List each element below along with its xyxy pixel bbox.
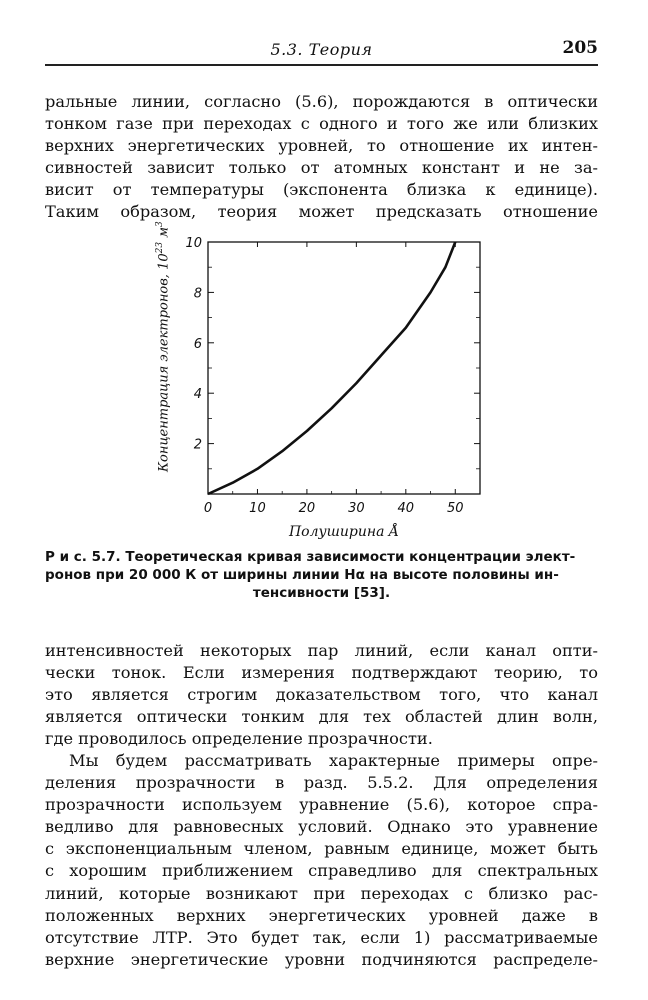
- text-line: линий, которые возникают при переходах с близко рас-: [45, 883, 598, 903]
- text-line: положенных верхних энергетических уровней даже в: [45, 905, 598, 925]
- series-line: [208, 242, 455, 494]
- x-tick-label: 10: [249, 501, 266, 516]
- chart: [150, 232, 490, 542]
- header-rule: [45, 64, 598, 66]
- y-tick-label: 6: [193, 336, 202, 352]
- text-line: тонком газе при переходах с одного и того же или близких: [45, 114, 598, 134]
- text-line: интенсивностей некоторых пар линий, если канал опти-: [45, 641, 598, 660]
- text-line: это является строгим доказательством того, что канал: [45, 685, 598, 705]
- text-line: с экспоненциальным членом, равным единице, может быть: [45, 839, 598, 859]
- paragraph-2: [45, 640, 598, 750]
- text-line: с хорошим приближением справедливо для спектральных: [45, 861, 598, 881]
- x-tick-label: 40: [397, 501, 415, 516]
- text-line: Таким образом, теория может предсказать отношение: [45, 202, 598, 222]
- text-line: ральные линии, согласно (5.6), порождаются в оптически: [45, 92, 598, 111]
- text-line: висит от температуры (экспонента близка к единице).: [45, 180, 598, 200]
- text-line: Мы будем рассматривать характерные примеры опре-: [69, 751, 598, 770]
- text-line: деления прозрачности в разд. 5.5.2. Для определения: [45, 773, 598, 793]
- text-line: прозрачности используем уравнение (5.6), которое спра-: [45, 795, 598, 815]
- paragraph-1: [45, 91, 598, 224]
- y-axis-label: Концентрация электронов, $10^{23}$ $м^3$: [155, 221, 172, 472]
- caption-line: Р и с. 5.7. Теоретическая кривая зависимости концентрации элект-: [45, 549, 576, 565]
- page-header: [45, 38, 598, 64]
- text-line: ведливо для равновесных условий. Однако это уравнение: [45, 817, 598, 837]
- text-line: где проводилось определение прозрачности.: [45, 729, 433, 749]
- x-axis-label: Полуширина Å: [288, 524, 400, 540]
- text-line: чески тонок. Если измерения подтверждают теорию, то: [45, 663, 598, 683]
- x-tick-label: 20: [298, 501, 316, 516]
- paragraph-3: [45, 750, 598, 971]
- text-line: отсутствие ЛТР. Это будет так, если 1) рассматриваемые: [45, 927, 598, 947]
- x-tick-label: 0: [203, 501, 213, 516]
- x-tick-label: 50: [446, 501, 464, 516]
- y-tick-label: 4: [193, 387, 202, 403]
- x-tick-label: 30: [348, 501, 365, 516]
- section-title: 5.3. Теория: [270, 40, 373, 59]
- page-number: 205: [562, 38, 598, 58]
- y-tick-label: 2: [193, 437, 202, 453]
- text-line: верхние энергетические уровни подчиняются распределе-: [45, 949, 598, 969]
- y-tick-label: 8: [193, 286, 202, 302]
- y-tick-label: 10: [185, 236, 202, 251]
- caption-line: ронов при 20 000 К от ширины линии Hα на высоте половины ин-: [45, 567, 559, 583]
- caption-line: тенсивности [53].: [252, 585, 391, 601]
- text-line: сивностей зависит только от атомных констант и не за-: [45, 158, 598, 178]
- text-line: верхних энергетических уровней, то отношение их интен-: [45, 136, 598, 156]
- figure-5-7: [150, 221, 490, 542]
- text-line: является оптически тонким для тех областей длин волн,: [45, 707, 598, 727]
- figure-caption: [45, 548, 598, 602]
